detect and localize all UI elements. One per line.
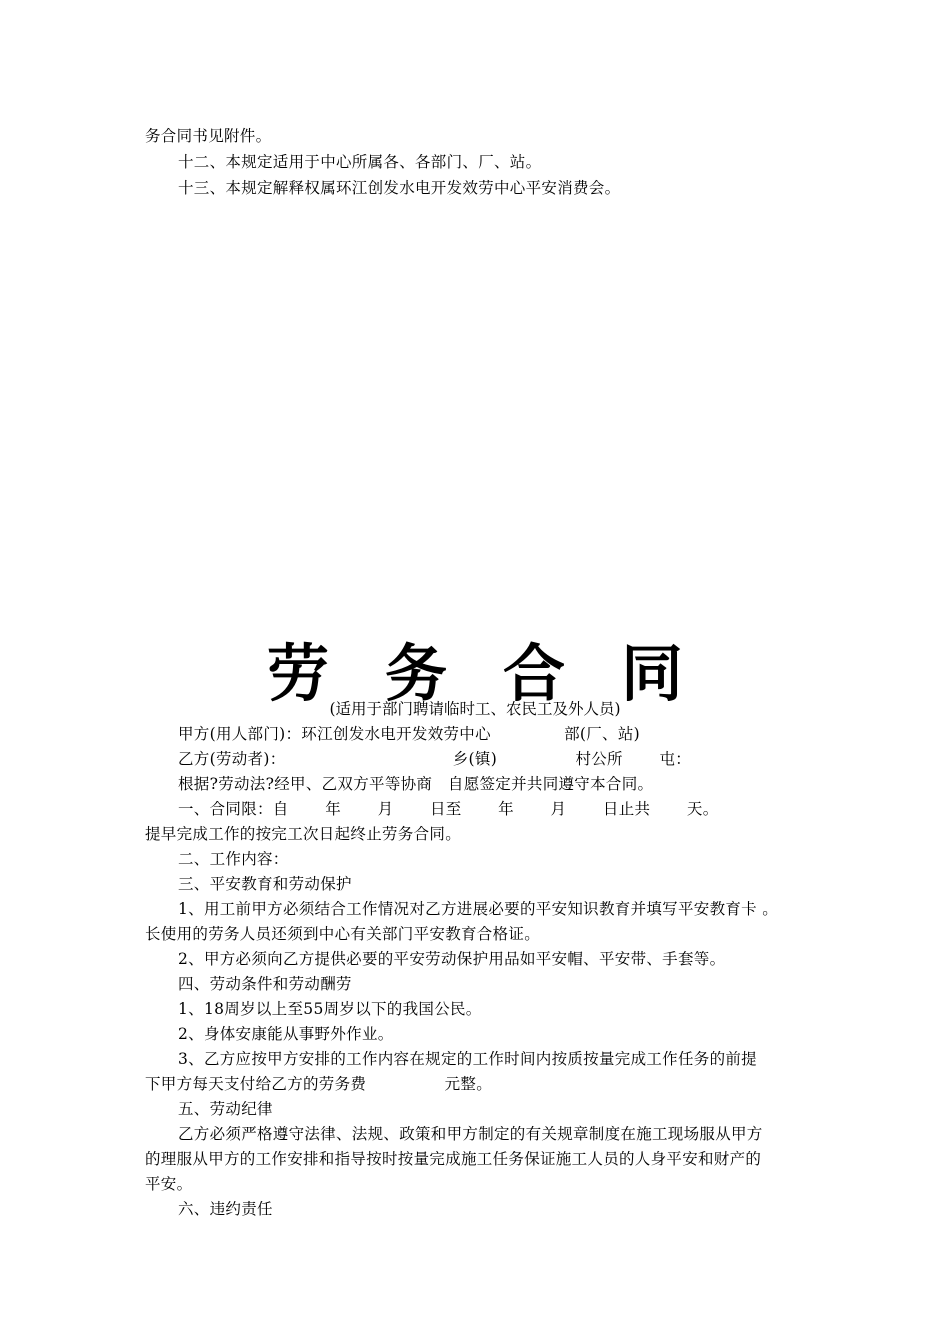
discipline-heading: 五、劳动纪律 [178, 1100, 273, 1118]
safety-heading: 三、平安教育和劳动保护 [178, 875, 352, 893]
safety-item-2: 2、甲方必须向乙方提供必要的平安劳动保护用品如平安帽、平安带、手套等。 [178, 950, 726, 968]
contract-term: 一、合同限：自 年 月 日至 年 月 日止共 天。 [178, 800, 719, 818]
condition-item-1: 1、18周岁以上至55周岁以下的我国公民。 [178, 1000, 482, 1018]
breach-heading: 六、违约责任 [178, 1200, 273, 1218]
condition-item-3: 3、乙方应按甲方安排的工作内容在规定的工作时间内按质按量完成工作任务的前提 [178, 1050, 757, 1068]
clause-12: 十二、本规定适用于中心所属各、各部门、厂、站。 [178, 153, 542, 171]
contract-term-continued: 提早完成工作的按完工次日起终止劳务合同。 [145, 825, 462, 843]
title-char-3: 合 [503, 637, 566, 710]
party-b: 乙方(劳动者)： 乡(镇) 村公所 屯： [178, 750, 692, 768]
condition-item-2: 2、身体安康能从事野外作业。 [178, 1025, 394, 1043]
contract-subtitle: (适用于部门聘请临时工、农民工及外人员) [329, 700, 621, 718]
contract-basis: 根据?劳动法?经甲、乙双方平等协商 自愿签定并共同遵守本合同。 [178, 775, 654, 793]
discipline-text-1: 乙方必须严格遵守法律、法规、政策和甲方制定的有关规章制度在施工现场服从甲方 [178, 1125, 763, 1143]
text-line-attachment: 务合同书见附件。 [145, 127, 272, 145]
condition-item-3-continued: 下甲方每天支付给乙方的劳务费 元整。 [145, 1075, 493, 1093]
title-char-4: 同 [621, 637, 684, 710]
conditions-heading: 四、劳动条件和劳动酬劳 [178, 975, 352, 993]
safety-item-1: 1、用工前甲方必须结合工作情况对乙方进展必要的平安知识教育并填写平安教育卡 。 [178, 900, 778, 918]
safety-item-1-continued: 长使用的劳务人员还须到中心有关部门平安教育合格证。 [145, 925, 541, 943]
title-char-1: 劳 [266, 637, 329, 710]
clause-13: 十三、本规定解释权属环江创发水电开发效劳中心平安消费会。 [178, 179, 621, 197]
discipline-text-2: 的理服从甲方的工作安排和指导按时按量完成施工任务保证施工人员的人身平安和财产的 [145, 1150, 762, 1168]
party-a: 甲方(用人部门)：环江创发水电开发效劳中心 部(厂、站) [178, 725, 640, 743]
work-content-heading: 二、工作内容： [178, 850, 289, 868]
title-char-2: 务 [384, 637, 447, 710]
discipline-text-3: 平安。 [145, 1175, 193, 1193]
